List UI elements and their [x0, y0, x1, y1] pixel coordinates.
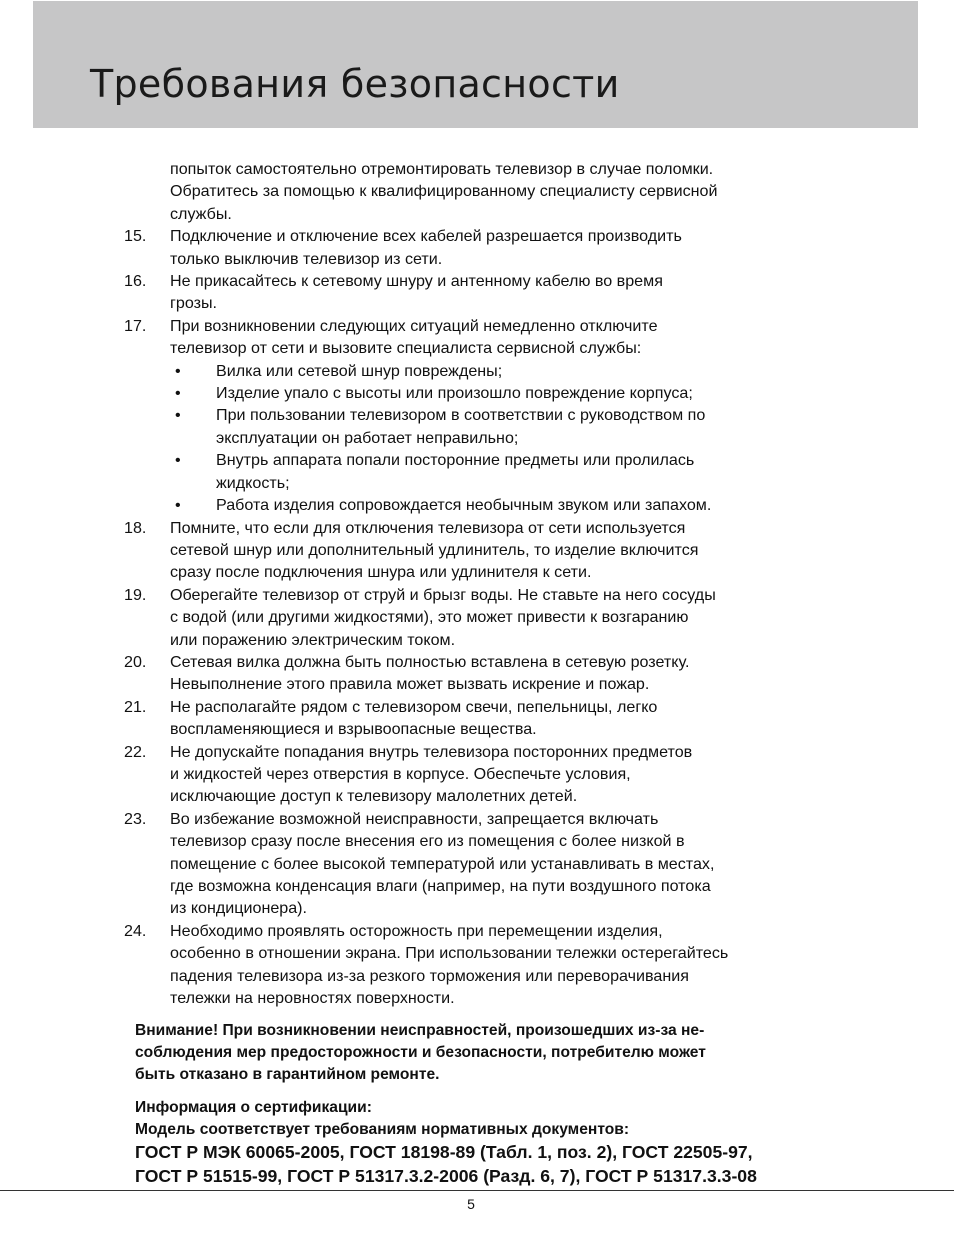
- rule-line: При возникновении следующих ситуаций немедленно отключите: [170, 316, 658, 335]
- rule-text: [170, 517, 792, 584]
- bullet-line: жидкость;: [216, 473, 290, 492]
- bullet-text: [216, 404, 792, 449]
- rule-text: [170, 920, 792, 1010]
- rule-line: телевизор сразу после внесения его из помещения с более низкой в: [170, 832, 685, 851]
- standards-line: ГОСТ Р 51515-99, ГОСТ Р 51317.3.2-2006 (Разд. 6, 7), ГОСТ Р 51317.3.3-08: [135, 1166, 757, 1186]
- rule-item: [124, 696, 792, 741]
- bullet-line: Вилка или сетевой шнур повреждены;: [216, 361, 503, 380]
- rule-line: Во избежание возможной неисправности, запрещается включать: [170, 809, 659, 828]
- rule-line: или поражению электрическим током.: [170, 630, 456, 649]
- bullet-icon: •: [175, 384, 181, 403]
- rule-text: [170, 696, 792, 741]
- rule-line: и жидкостей через отверстия в корпусе. Обеспечьте условия,: [170, 764, 631, 783]
- rule-line: тележки на неровностях поверхности.: [170, 989, 455, 1008]
- rule-item: [124, 517, 792, 584]
- page-number: 5: [467, 1196, 475, 1212]
- rule-number: 20.: [124, 652, 147, 671]
- rule-line: грозы.: [170, 294, 218, 313]
- rule-item: [124, 584, 792, 651]
- intro-line: службы.: [170, 204, 232, 223]
- rule-text: [170, 808, 792, 920]
- rule-line: сетевой шнур или дополнительный удлинитель, то изделие включится: [170, 540, 699, 559]
- bullet-line: При пользовании телевизором в соответствии с руководством по: [216, 406, 706, 425]
- rule-line: помещение с более высокой температурой или устанавливать в местах,: [170, 854, 715, 873]
- rule-line: только выключив телевизор из сети.: [170, 249, 443, 268]
- page-title: Требования безопасности: [90, 62, 620, 106]
- bullet-icon: •: [175, 406, 181, 425]
- rule-line: Подключение и отключение всех кабелей разрешается производить: [170, 227, 682, 246]
- rule-item: [124, 270, 792, 315]
- bullet-item: [170, 494, 792, 516]
- bullet-line: Работа изделия сопровождается необычным звуком или запахом.: [216, 496, 712, 515]
- rule-item: [124, 741, 792, 808]
- intro-line: Обратитесь за помощью к квалифицированному специалисту сервисной: [170, 182, 718, 201]
- rule-text: [170, 584, 792, 651]
- rule-line: Не располагайте рядом с телевизором свечи, пепельницы, легко: [170, 697, 658, 716]
- warning-line: Внимание! При возникновении неисправностей, произошедших из-за не-: [135, 1022, 705, 1039]
- rule-text: [170, 315, 792, 360]
- rule-line: воспламеняющиеся и взрывоопасные вещества.: [170, 720, 537, 739]
- warning-line: быть отказано в гарантийном ремонте.: [135, 1066, 440, 1084]
- rule-item: [124, 315, 792, 360]
- rule-text: [170, 225, 792, 270]
- rule-number: 21.: [124, 697, 147, 716]
- rule-line: падения телевизора из-за резкого торможения или переворачивания: [170, 966, 689, 985]
- rule-line: особенно в отношении экрана. При использовании тележки остерегайтесь: [170, 944, 729, 963]
- footer-divider: [0, 1190, 954, 1191]
- rule-line: Не прикасайтесь к сетевому шнуру и антенному кабелю во время: [170, 272, 663, 291]
- rule-line: Необходимо проявлять осторожность при перемещении изделия,: [170, 921, 663, 940]
- rule-line: Оберегайте телевизор от струй и брызг воды. Не ставьте на него сосуды: [170, 585, 716, 604]
- bullet-item: [170, 404, 792, 449]
- rule-line: Помните, что если для отключения телевизора от сети используется: [170, 518, 686, 537]
- rule-line: Сетевая вилка должна быть полностью вставлена в сетевую розетку.: [170, 652, 690, 671]
- rule-text: [170, 651, 792, 696]
- rule-line: телевизор от сети и вызовите специалиста сервисной службы:: [170, 339, 642, 358]
- bullet-icon: •: [175, 496, 181, 515]
- certification-heading: Информация о сертификации:: [135, 1099, 372, 1116]
- certification-standards: [135, 1140, 835, 1188]
- bullet-icon: •: [175, 451, 181, 470]
- bullet-item: [170, 382, 792, 404]
- rule-number: 17.: [124, 316, 147, 335]
- bullet-item: [170, 449, 792, 494]
- rule-number: 24.: [124, 921, 147, 940]
- bullet-line: Изделие упало с высоты или произошло повреждение корпуса;: [216, 384, 693, 403]
- bullet-line: эксплуатации он работает неправильно;: [216, 428, 519, 447]
- safety-rules-list: [124, 158, 792, 1009]
- bullet-text: [216, 449, 792, 494]
- bullet-text: [216, 360, 792, 382]
- bullet-icon: •: [175, 361, 181, 380]
- intro-continuation: [124, 158, 792, 225]
- rule-number: 22.: [124, 742, 147, 761]
- standards-line: ГОСТ Р МЭК 60065-2005, ГОСТ 18198-89 (Табл. 1, поз. 2), ГОСТ 22505-97,: [135, 1142, 753, 1162]
- rule-item: [124, 808, 792, 920]
- rule-line: сразу после подключения шнура или удлинителя к сети.: [170, 563, 592, 582]
- warning-notice: [135, 1020, 785, 1087]
- bullet-text: [216, 494, 792, 516]
- bullet-text: [216, 382, 792, 404]
- rule-line: исключающие доступ к телевизору малолетних детей.: [170, 787, 578, 806]
- rule-item: [124, 651, 792, 696]
- rule-line: с водой (или другими жидкостями), это может привести к возгаранию: [170, 608, 689, 627]
- rule-number: 23.: [124, 809, 147, 828]
- rule-text: [170, 741, 792, 808]
- rule-line: из кондиционера).: [170, 899, 308, 918]
- rule-number: 19.: [124, 585, 147, 604]
- rule-number: 18.: [124, 518, 147, 537]
- rule-text: [170, 270, 792, 315]
- certification-info: [135, 1097, 835, 1140]
- rule-line: Не допускайте попадания внутрь телевизора посторонних предметов: [170, 742, 693, 761]
- rule-line: где возможна конденсация влаги (например, на пути воздушного потока: [170, 877, 711, 895]
- certification-statement: Модель соответствует требованиям нормативных документов:: [135, 1120, 630, 1138]
- bullet-line: Внутрь аппарата попали посторонние предметы или пролилась: [216, 451, 695, 470]
- intro-line: попыток самостоятельно отремонтировать телевизор в случае поломки.: [170, 160, 714, 178]
- rule-line: Невыполнение этого правила может вызвать искрение и пожар.: [170, 675, 650, 694]
- rule-number: 15.: [124, 227, 147, 246]
- warning-line: соблюдения мер предосторожности и безопасности, потребителю может: [135, 1044, 706, 1062]
- rule-number: 16.: [124, 272, 147, 291]
- bullet-item: [170, 360, 792, 382]
- rule-item: [124, 225, 792, 270]
- rule-item: [124, 920, 792, 1010]
- bullet-list: [170, 360, 792, 517]
